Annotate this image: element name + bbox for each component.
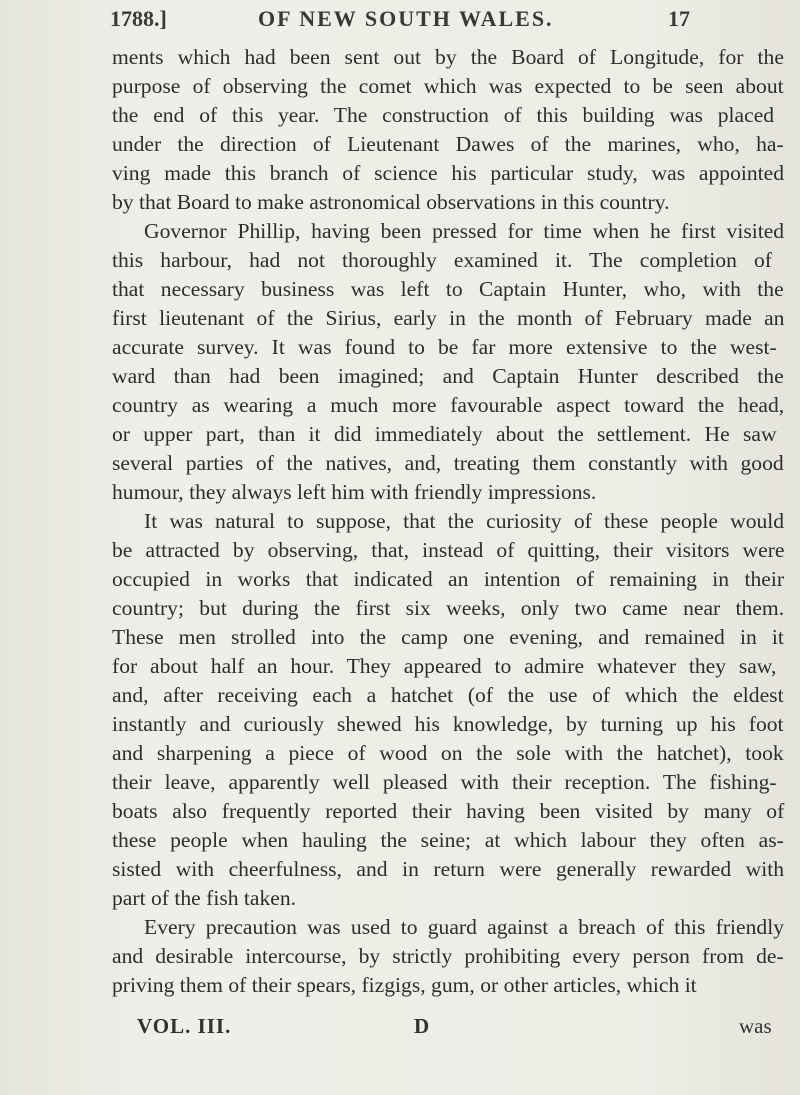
text-line: It was natural to suppose, that the curiosity of these people would [144, 509, 785, 533]
page-number: 17 [668, 6, 690, 31]
text-line: and desirable intercourse, by strictly prohibiting every person from de- [112, 944, 784, 968]
text-line: first lieutenant of the Sirius, early in the month of February made an [112, 306, 785, 330]
body-text [112, 43, 800, 1000]
text-line: ward than had been imagined; and Captain Hunter described the [112, 364, 784, 388]
text-line: purpose of observing the comet which was expected to be seen about [112, 74, 784, 98]
text-line: ments which had been sent out by the Board of Longitude, for the [112, 45, 784, 69]
text-line: humour, they always left him with friendly impressions. [112, 480, 597, 504]
volume-signature: VOL. III. [137, 1014, 232, 1038]
page-footer [0, 1014, 800, 1044]
text-line: These men strolled into the camp one evening, and remained in it [112, 625, 784, 649]
text-line: that necessary business was left to Captain Hunter, who, with the [112, 277, 784, 301]
text-line: be attracted by observing, that, instead of quitting, their visitors were [112, 538, 785, 562]
text-line: instantly and curiously shewed his knowledge, by turning up his foot [112, 712, 784, 736]
text-line: priving them of their spears, fizgigs, gum, or other articles, which it [112, 973, 697, 997]
text-line: and, after receiving each a hatchet (of the use of which the eldest [112, 683, 784, 707]
text-line: boats also frequently reported their having been visited by many of [112, 799, 785, 823]
text-line: part of the fish taken. [112, 886, 297, 910]
text-line: the end of this year. The construction of this building was placed [112, 103, 775, 127]
text-line: by that Board to make astronomical observations in this country. [112, 190, 670, 214]
running-head [110, 6, 800, 46]
text-line: several parties of the natives, and, treating them constantly with good [112, 451, 784, 475]
text-line: accurate survey. It was found to be far more extensive to the west- [112, 335, 777, 359]
text-line: occupied in works that indicated an intention of remaining in their [112, 567, 785, 591]
text-line: Every precaution was used to guard against a breach of this friendly [144, 915, 785, 939]
header-year: 1788.] [110, 6, 167, 31]
text-line: and sharpening a piece of wood on the sole with the hatchet), took [112, 741, 784, 765]
text-line: for about half an hour. They appeared to admire whatever they saw, [112, 654, 777, 678]
signature-letter: D [414, 1014, 430, 1038]
text-line: ving made this branch of science his particular study, was appointed [112, 161, 785, 185]
text-line: country; but during the first six weeks, only two came near them. [112, 596, 785, 620]
text-line: these people when hauling the seine; at which labour they often as- [112, 828, 784, 852]
text-line: Governor Phillip, having been pressed for time when he first visited [144, 219, 785, 243]
catchword: was [739, 1014, 772, 1038]
text-line: or upper part, than it did immediately about the settlement. He saw [112, 422, 777, 446]
text-line: their leave, apparently well pleased with their reception. The fishing- [112, 770, 777, 794]
text-line: country as wearing a much more favourable aspect toward the head, [112, 393, 785, 417]
text-line: under the direction of Lieutenant Dawes of the marines, who, ha- [112, 132, 784, 156]
text-line: this harbour, had not thoroughly examined it. The completion of [112, 248, 772, 272]
header-title: OF NEW SOUTH WALES. [258, 6, 554, 31]
text-line: sisted with cheerfulness, and in return were generally rewarded with [112, 857, 785, 881]
